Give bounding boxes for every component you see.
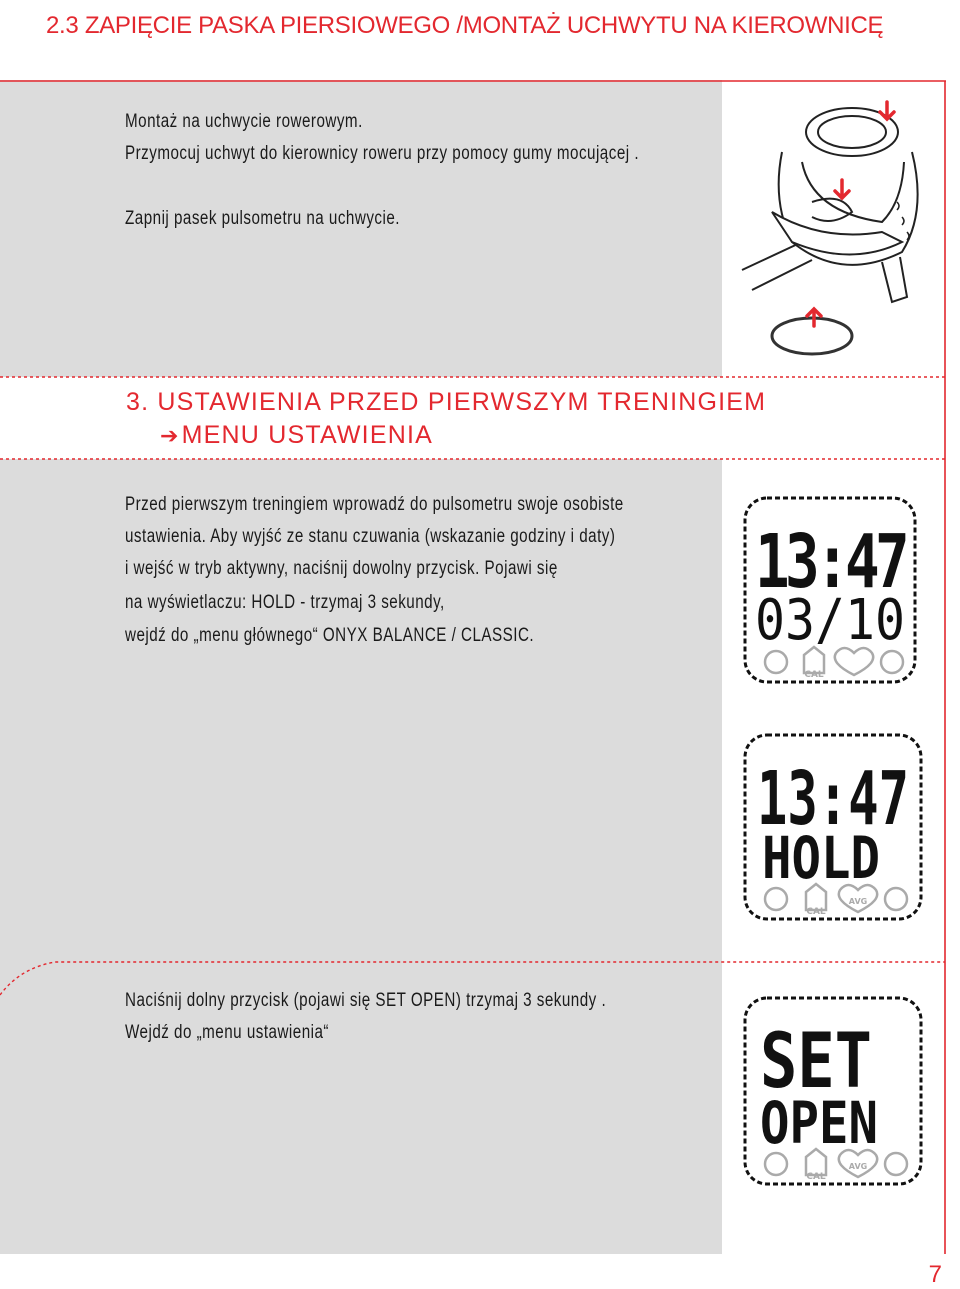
intro-line: Przed pierwszym treningiem wprowadź do pulsometru swoje osobiste xyxy=(125,494,624,515)
intro-line: ustawienia. Aby wyjść ze stanu czuwania (wskazanie godziny i daty) xyxy=(125,526,616,547)
display-top-value: 13:47 xyxy=(755,519,906,605)
display-top-value: SET xyxy=(760,1016,872,1105)
section-heading: 3. USTAWIENIA PRZED PIERWSZYM TRENINGIEM xyxy=(126,388,767,416)
arrow-down-icon xyxy=(880,102,894,119)
section-subheading-label: MENU USTAWIENIA xyxy=(181,421,433,449)
display-bottom-value: 03/10 xyxy=(755,588,905,653)
setopen-line: Naciśnij dolny przycisk (pojawi się SET OPEN) trzymaj 3 sekundy . xyxy=(125,990,607,1011)
watch-display-set-open xyxy=(742,995,924,1187)
display-top-value: 13:47 xyxy=(757,756,909,842)
cal-label: CAL xyxy=(804,670,824,680)
page-number: 7 xyxy=(928,1261,942,1288)
arrow-right-icon: ➔ xyxy=(160,423,180,448)
mount-text-line3: Zapnij pasek pulsometru na uchwycie. xyxy=(125,208,400,229)
section-subheading xyxy=(160,421,433,450)
intro-line: i wejść w tryb aktywny, naciśnij dowolny przycisk. Pojawi się xyxy=(125,558,558,579)
watch-display-hold xyxy=(742,732,924,922)
display-bottom-value: OPEN xyxy=(760,1089,878,1157)
page-title: 2.3 ZAPIĘCIE PASKA PIERSIOWEGO /MONTAŻ UCHWYTU NA KIEROWNICĘ xyxy=(46,12,884,39)
avg-label: AVG xyxy=(848,1162,868,1171)
avg-label: AVG xyxy=(848,897,868,906)
mount-text-line1: Montaż na uchwycie rowerowym. xyxy=(125,111,363,132)
handlebar-mount-illustration xyxy=(732,92,942,372)
arrow-down-icon xyxy=(835,180,849,198)
cal-label: CAL xyxy=(806,1172,826,1182)
intro-line: wejdź do „menu głównego“ ONYX BALANCE / CLASSIC. xyxy=(125,625,535,646)
intro-line: na wyświetlaczu: HOLD - trzymaj 3 sekundy, xyxy=(125,592,445,613)
setopen-line: Wejdź do „menu ustawienia“ xyxy=(125,1022,329,1043)
mount-text-line2: Przymocuj uchwyt do kierownicy roweru przy pomocy gumy mocującej . xyxy=(125,143,640,164)
display-bottom-value: HOLD xyxy=(762,824,880,892)
watch-display-time-date xyxy=(742,495,918,685)
cal-label: CAL xyxy=(806,907,826,917)
avg-label: AVG xyxy=(844,660,864,669)
